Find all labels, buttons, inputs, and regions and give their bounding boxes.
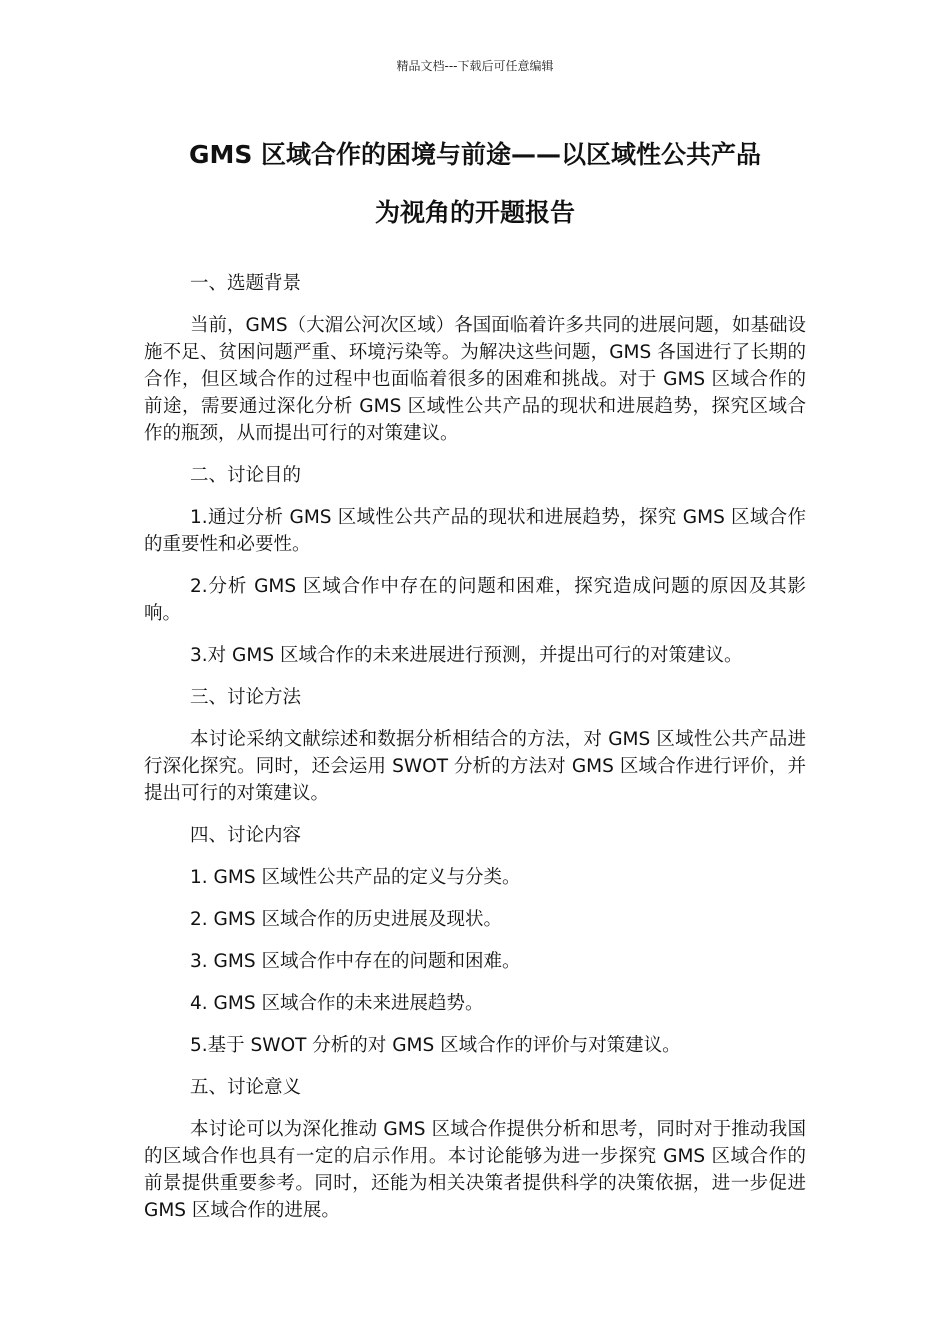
document-body [144,270,806,1239]
section-heading-content: 四、讨论内容 [190,825,302,846]
content-item-2: 2. GMS 区域合作的历史进展及现状。 [190,909,502,930]
paragraph-background: 当前，GMS（大湄公河次区域）各国面临着许多共同的进展问题，如基础设施不足、贫困问题严重、环境污染等。为解决这些问题，GMS 各国进行了长期的合作，但区域合作的过程中也面临着很多的困难和挑战。对于 GMS 区域合作的前途，需要通过深化分析 GMS 区域性公共产品的现状和进展趋势，探究区域合作的瓶颈，从而提出可行的对策建议。 [144,315,806,444]
content-item-4: 4. GMS 区域合作的未来进展趋势。 [190,993,484,1014]
purpose-item-2: 2.分析 GMS 区域合作中存在的问题和困难，探究造成问题的原因及其影响。 [144,576,806,624]
section-heading-purpose: 二、讨论目的 [190,465,302,486]
header-note: 精品文档---下载后可任意编辑 [396,59,554,73]
paragraph-significance: 本讨论可以为深化推动 GMS 区域合作提供分析和思考，同时对于推动我国的区域合作也具有一定的启示作用。本讨论能够为进一步探究 GMS 区域合作的前景提供重要参考。同时，还能为相关决策者提供科学的决策依据，进一步促进 GMS 区域合作的进展。 [144,1119,806,1221]
content-item-1: 1. GMS 区域性公共产品的定义与分类。 [190,867,521,888]
content-item-3: 3. GMS 区域合作中存在的问题和困难。 [190,951,521,972]
paragraph-method: 本讨论采纳文献综述和数据分析相结合的方法，对 GMS 区域性公共产品进行深化探究。同时，还会运用 SWOT 分析的方法对 GMS 区域合作进行评价，并提出可行的对策建议。 [144,729,806,804]
section-heading-background: 一、选题背景 [190,273,302,294]
document-title-line-2: 为视角的开题报告 [374,198,575,227]
content-item-5: 5.基于 SWOT 分析的对 GMS 区域合作的评价与对策建议。 [190,1035,681,1056]
purpose-item-1: 1.通过分析 GMS 区域性公共产品的现状和进展趋势，探究 GMS 区域合作的重要性和必要性。 [144,507,806,555]
section-heading-significance: 五、讨论意义 [190,1077,302,1098]
section-heading-method: 三、讨论方法 [190,687,302,708]
document-title-line-1: GMS 区域合作的困境与前途——以区域性公共产品 [188,140,762,169]
purpose-item-3: 3.对 GMS 区域合作的未来进展进行预测，并提出可行的对策建议。 [190,645,743,666]
